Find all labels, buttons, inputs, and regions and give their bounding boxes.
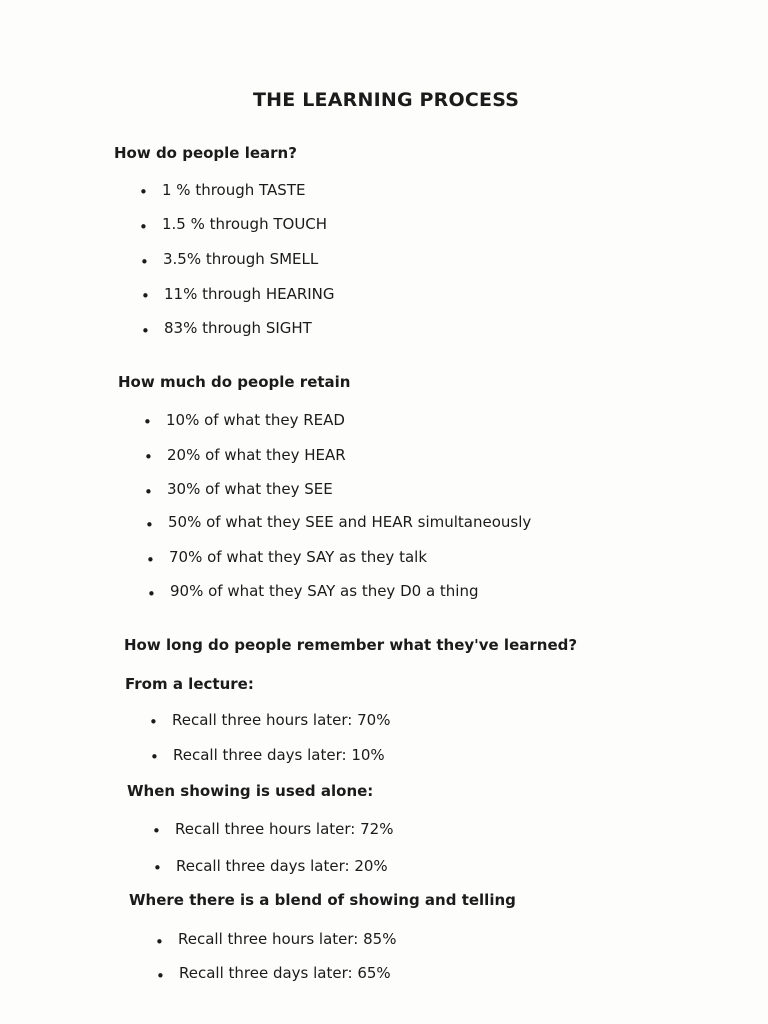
list-item-text: Recall three hours later: 85%	[178, 930, 397, 948]
list-item-text: 3.5% through SMELL	[163, 250, 319, 268]
subheading-lecture: From a lecture:	[125, 675, 254, 693]
bullet-icon: •	[155, 933, 164, 951]
list-item-text: 90% of what they SAY as they D0 a thing	[170, 582, 479, 600]
bullet-icon: •	[149, 713, 158, 731]
list-item-text: 1 % through TASTE	[162, 181, 306, 199]
bullet-icon: •	[143, 413, 152, 431]
bullet-icon: •	[144, 483, 153, 501]
list-item-text: 30% of what they SEE	[167, 480, 333, 498]
list-item-text: 70% of what they SAY as they talk	[169, 548, 428, 566]
list-item-text: 10% of what they READ	[166, 411, 345, 429]
section-heading-remember: How long do people remember what they've learned?	[124, 636, 578, 654]
bullet-icon: •	[146, 551, 155, 569]
bullet-icon: •	[139, 218, 148, 236]
bullet-icon: •	[147, 585, 156, 603]
bullet-icon: •	[153, 859, 162, 877]
bullet-icon: •	[141, 287, 150, 305]
list-item-text: Recall three days later: 10%	[173, 746, 385, 764]
section-heading-learn: How do people learn?	[114, 144, 297, 162]
list-item-text: Recall three days later: 65%	[179, 964, 391, 982]
list-item-text: 83% through SIGHT	[164, 319, 312, 337]
bullet-icon: •	[139, 183, 148, 201]
bullet-icon: •	[140, 253, 149, 271]
bullet-icon: •	[150, 748, 159, 766]
section-heading-retain: How much do people retain	[118, 373, 351, 391]
list-item-text: Recall three days later: 20%	[176, 857, 388, 875]
subheading-showing: When showing is used alone:	[127, 782, 374, 800]
bullet-icon: •	[156, 967, 165, 985]
list-item-text: 20% of what they HEAR	[167, 446, 346, 464]
bullet-icon: •	[145, 516, 154, 534]
list-item-text: 1.5 % through TOUCH	[162, 215, 328, 233]
bullet-icon: •	[144, 448, 153, 466]
bullet-icon: •	[152, 822, 161, 840]
list-item-text: Recall three hours later: 70%	[172, 711, 391, 729]
list-item-text: Recall three hours later: 72%	[175, 820, 394, 838]
bullet-icon: •	[141, 322, 150, 340]
list-item-text: 50% of what they SEE and HEAR simultaneously	[168, 513, 532, 531]
subheading-blend: Where there is a blend of showing and telling	[129, 891, 516, 909]
page-title: THE LEARNING PROCESS	[253, 89, 520, 111]
list-item-text: 11% through HEARING	[164, 285, 335, 303]
